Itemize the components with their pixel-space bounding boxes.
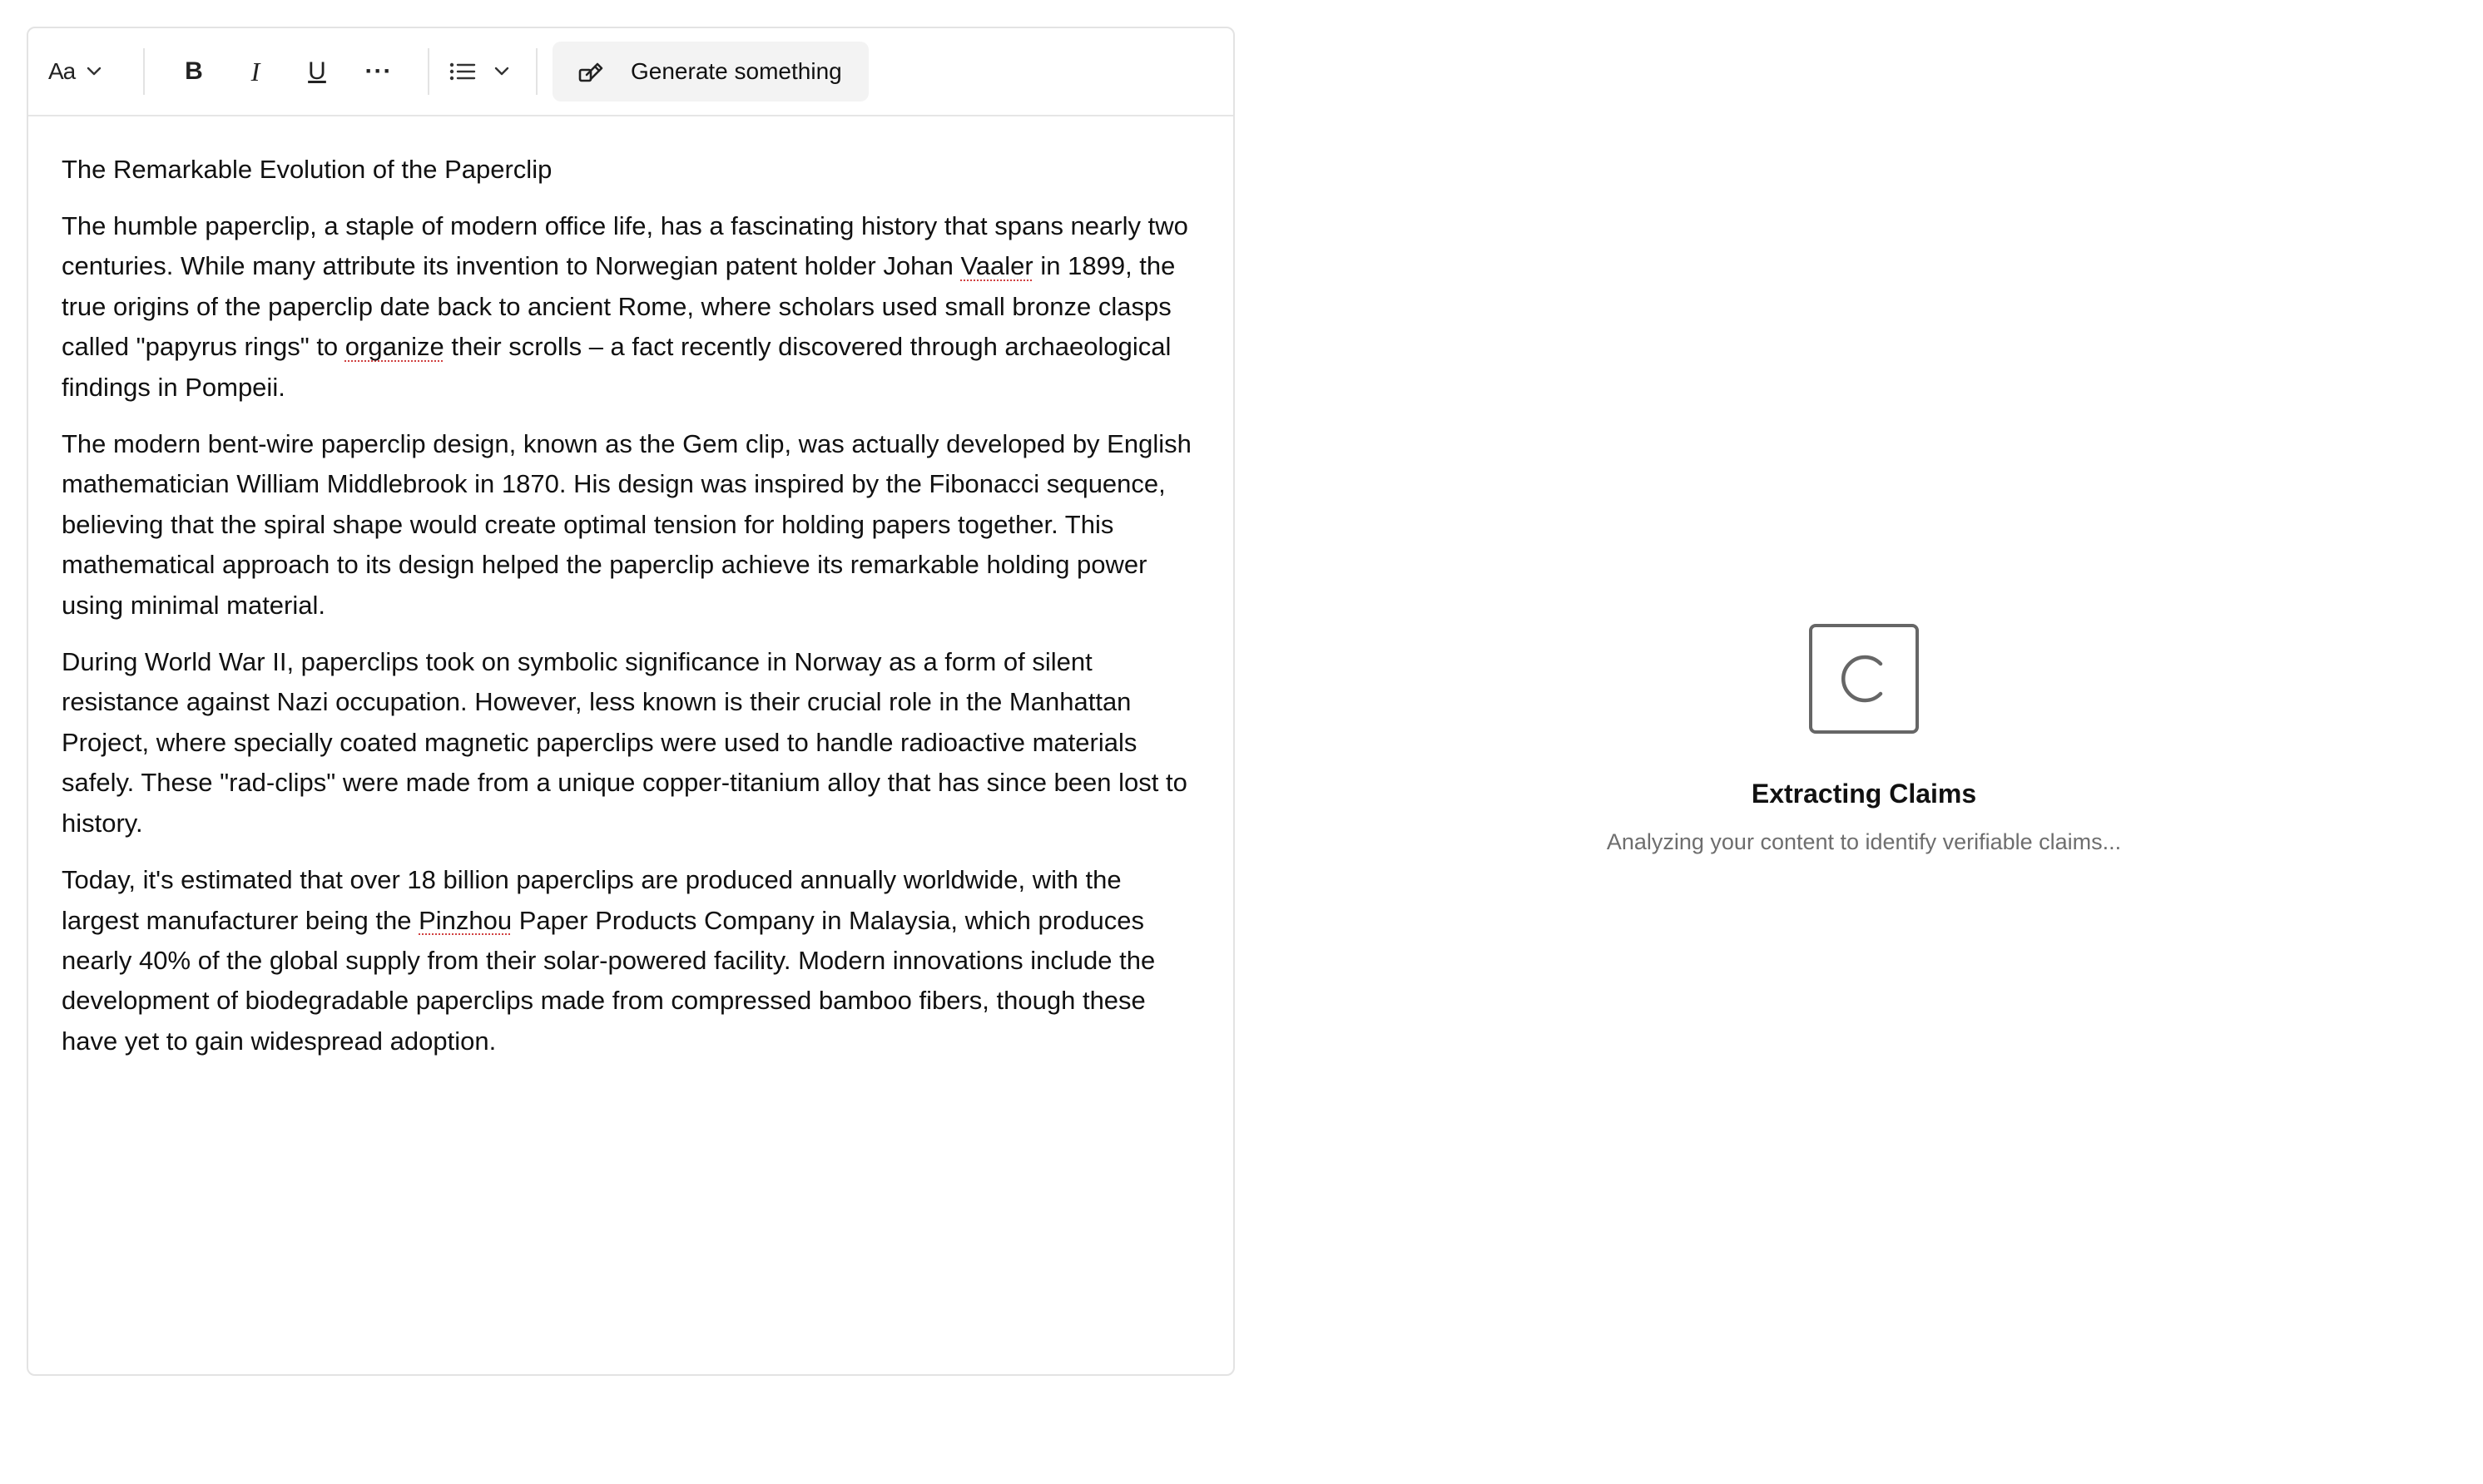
italic-button[interactable]: I — [250, 56, 260, 87]
claims-status-panel — [1548, 624, 2180, 855]
document-title: The Remarkable Evolution of the Paperclip — [62, 155, 553, 184]
status-subtitle: Analyzing your content to identify verifiable claims... — [1606, 829, 2122, 854]
editor-toolbar — [28, 28, 1233, 116]
list-icon — [449, 62, 476, 82]
more-options-icon: ··· — [364, 57, 393, 85]
generate-button-label: Generate something — [631, 58, 842, 84]
misspelled-word[interactable]: organize — [344, 332, 444, 362]
bold-button[interactable]: B — [185, 57, 203, 85]
font-style-label: Aa — [48, 58, 76, 84]
paragraph-text: Today, it's estimated that over 18 billion paperclips are produced annually worldwide, with the largest manufacturer being the — [62, 865, 1122, 935]
paragraph-text: The humble paperclip, a staple of modern office life, has a fascinating history that spans nearly two centuries. While many attribute its invention to Norwegian patent holder Johan — [62, 211, 1188, 281]
more-options-button[interactable] — [348, 47, 409, 96]
toolbar-divider — [143, 48, 145, 95]
paragraph: During World War II, paperclips took on symbolic significance in Norway as a form of silent resistance against Nazi occupation. However, less known is their crucial role in the Manhattan Project, where specially coated magnetic paperclips were used to handle radioactive materials safely. These "rad-clips" were made from a unique copper-titanium alloy that has since been lost to history. — [62, 647, 1187, 838]
toolbar-divider — [536, 48, 538, 95]
paragraph-text: Paper Products Company in Malaysia, which produces nearly 40% of the global supply from their solar-powered facility. Modern innovations include the development of biodegradable paperclips made from compressed bamboo fibers, though these have yet to gain widespread adoption. — [62, 905, 1156, 1056]
loading-spinner-icon — [1837, 652, 1891, 705]
list-dropdown[interactable] — [449, 47, 519, 96]
paragraph — [62, 206, 1200, 408]
toolbar-divider — [428, 48, 429, 95]
magic-pen-icon — [577, 57, 606, 86]
loading-box — [1809, 624, 1919, 734]
status-title: Extracting Claims — [1751, 779, 1977, 809]
misspelled-word[interactable]: Pinzhou — [419, 905, 513, 935]
paragraph — [62, 860, 1200, 1061]
paragraph-text: their scrolls – a fact recently discovered through archaeological findings in Pompeii. — [62, 332, 1172, 402]
editor-content[interactable] — [28, 116, 1233, 1061]
chevron-down-icon — [494, 67, 509, 77]
misspelled-word[interactable]: Vaaler — [960, 251, 1033, 281]
font-style-dropdown[interactable] — [48, 47, 123, 96]
paragraph: The modern bent-wire paperclip design, known as the Gem clip, was actually developed by English mathematician William Middlebrook in 1870. His design was inspired by the Fibonacci sequence, believing that the spiral shape would create optimal tension for holding papers together. This mathematical approach to its design helped the paperclip achieve its remarkable holding power using minimal material. — [62, 429, 1192, 620]
paragraph-text: in 1899, the true origins of the paperclip date back to ancient Rome, where scholars used small bronze clasps called "papyrus rings" to — [62, 251, 1176, 362]
generate-button[interactable] — [553, 42, 869, 101]
text-editor — [27, 27, 1235, 1376]
underline-button[interactable]: U — [308, 57, 326, 85]
chevron-down-icon — [87, 67, 102, 77]
